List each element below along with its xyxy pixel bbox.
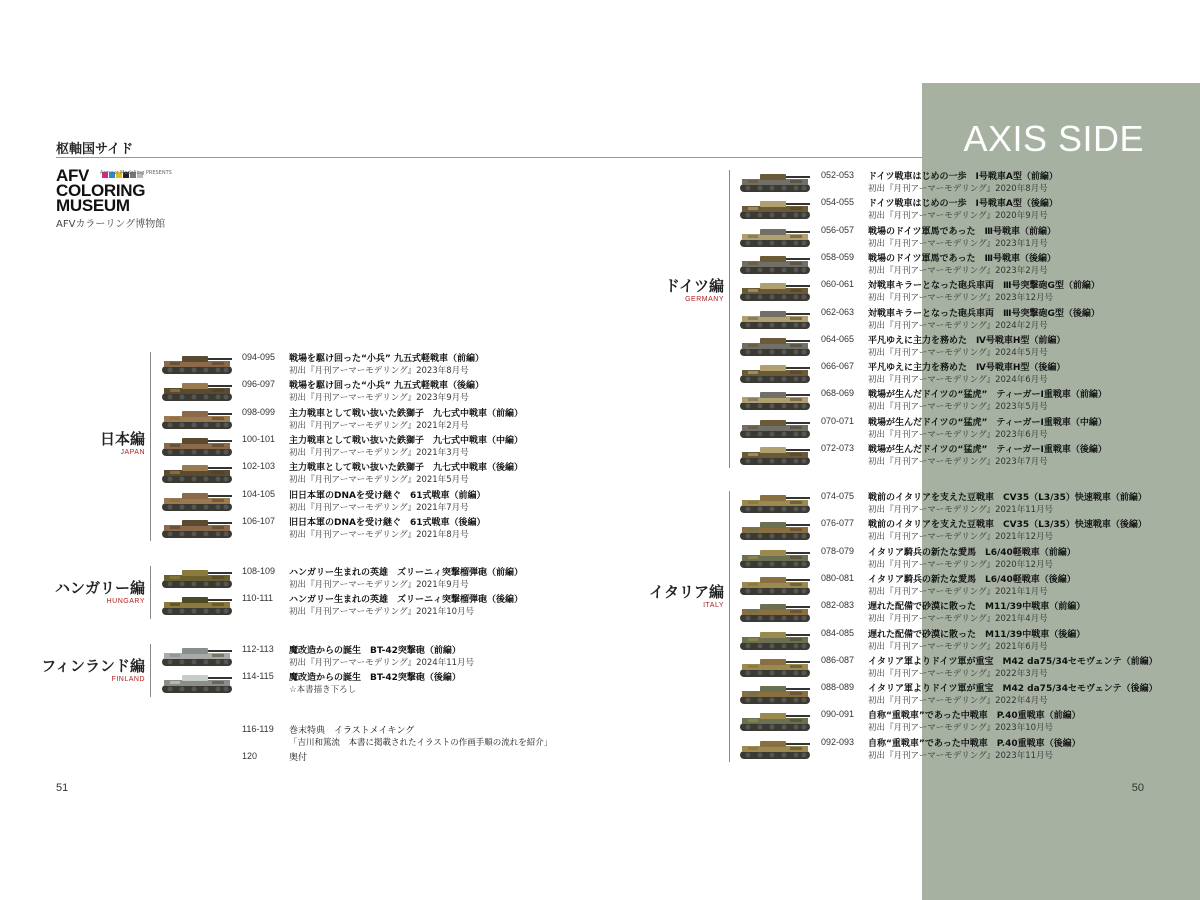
entry-source: 初出『月刊アーマーモデリング』2023年11月号 xyxy=(868,750,1054,761)
tank-illustration xyxy=(738,308,812,330)
entry-page-range: 114-115 xyxy=(242,671,274,682)
entry-title: 自称“重戦車”であった中戦車 P.40重戦車（後編） xyxy=(868,738,1081,749)
section-label-jp: ドイツ編 xyxy=(664,277,724,295)
entry-source: 初出『月刊アーマーモデリング』2023年2月号 xyxy=(868,265,1048,276)
tank-illustration xyxy=(160,408,234,430)
tank-illustration xyxy=(160,672,234,694)
tank-illustration xyxy=(160,380,234,402)
entry-title: 対戦車キラーとなった砲兵車両 Ⅲ号突撃砲G型（前編） xyxy=(868,281,1100,292)
header-rule xyxy=(56,157,922,158)
entry-page-range: 074-075 xyxy=(821,491,855,501)
entry-page-range: 052-053 xyxy=(821,170,855,180)
entry-source: 初出『月刊アーマーモデリング』2021年3月号 xyxy=(289,447,469,458)
entry-page-range: 062-063 xyxy=(821,306,855,317)
entry-page-range: 084-085 xyxy=(821,627,855,638)
entry-page-range: 096-097 xyxy=(242,379,276,390)
tank-illustration xyxy=(738,683,812,705)
tank-illustration xyxy=(738,574,812,596)
entry-title: 戦場を駆け回った“小兵” 九五式軽戦車（後編） xyxy=(289,381,484,392)
section-label-en: FINLAND xyxy=(111,676,145,683)
entry-page-range: 072-073 xyxy=(821,443,855,453)
tank-illustration xyxy=(738,417,812,439)
entry-title: ハンガリー生まれの英雄 ズリーニィ突撃榴弾砲（前編） xyxy=(289,568,524,578)
section-label-jp: ハンガリー編 xyxy=(54,579,145,597)
entry-title: ドイツ戦車はじめの一歩 Ⅰ号戦車A型（前編） xyxy=(868,172,1058,182)
entry-source: 初出『月刊アーマーモデリング』2023年9月号 xyxy=(289,393,469,404)
entry-title: 戦前のイタリアを支えた豆戦車 CV35（L3/35）快速戦車（後編） xyxy=(868,520,1147,531)
entry-source: 初出『月刊アーマーモデリング』2023年8月号 xyxy=(289,366,469,376)
entry-page-range: 078-079 xyxy=(821,545,855,556)
entry-source: 「吉川和篤流 本書に掲載されたイラストの作画手順の流れを紹介」 xyxy=(289,738,553,748)
entry-page-range: 088-089 xyxy=(821,682,855,693)
section-label xyxy=(55,577,145,605)
entry-source: 初出『月刊アーマーモデリング』2021年4月号 xyxy=(868,614,1048,625)
entry-source: 初出『月刊アーマーモデリング』2021年10月号 xyxy=(289,607,475,618)
entry-page-range: 094-095 xyxy=(242,352,276,362)
entry-title: 遅れた配備で砂漠に散った M11/39中戦車（後編） xyxy=(868,629,1086,640)
section-label-en: JAPAN xyxy=(120,449,145,456)
entry-page-range: 106-107 xyxy=(242,515,276,526)
section-label-jp: 日本編 xyxy=(99,430,145,448)
logo-presents: Armour Modelling PRESENTS xyxy=(100,170,172,176)
entry-title: 奥付 xyxy=(289,753,308,763)
entry-title: 主力戦車として戦い抜いた鉄獅子 九七式中戦車（中編） xyxy=(289,435,524,446)
entry-page-range: 102-103 xyxy=(242,461,276,472)
tank-illustration xyxy=(738,601,812,623)
entry-title: 戦場が生んだドイツの“猛虎” ティーガーⅠ重戦車（後編） xyxy=(868,445,1107,455)
tank-illustration xyxy=(160,435,234,457)
entry-source: 初出『月刊アーマーモデリング』2023年6月号 xyxy=(868,429,1048,440)
section-label-jp: イタリア編 xyxy=(648,583,724,601)
entry-source: 初出『月刊アーマーモデリング』2024年6月号 xyxy=(868,375,1048,386)
section-label xyxy=(41,655,145,683)
entry-source: 初出『月刊アーマーモデリング』2020年12月号 xyxy=(868,559,1054,570)
axis-side-title: AXIS SIDE xyxy=(963,118,1144,159)
tank-illustration xyxy=(738,629,812,651)
section-label xyxy=(665,275,724,303)
section-label-en: ITALY xyxy=(703,602,724,609)
entry-source: 初出『月刊アーマーモデリング』2022年4月号 xyxy=(868,696,1048,707)
tank-illustration xyxy=(738,547,812,569)
tank-illustration xyxy=(738,198,812,220)
entry-page-range: 080-081 xyxy=(821,572,855,583)
entry-title: 戦前のイタリアを支えた豆戦車 CV35（L3/35）快速戦車（前編） xyxy=(868,493,1147,503)
entry-source: 初出『月刊アーマーモデリング』2023年12月号 xyxy=(868,293,1054,304)
entry-page-range: 086-087 xyxy=(821,654,855,665)
entry-page-range: 060-061 xyxy=(821,279,855,290)
entry-title: 自称“重戦車”であった中戦車 P.40重戦車（前編） xyxy=(868,711,1081,722)
entry-source: 初出『月刊アーマーモデリング』2024年2月号 xyxy=(868,320,1048,331)
entry-source: 初出『月刊アーマーモデリング』2021年2月号 xyxy=(289,420,469,431)
entry-source: ☆本書描き下ろし xyxy=(289,685,357,696)
entry-title: ハンガリー生まれの英雄 ズリーニィ突撃榴弾砲（後編） xyxy=(289,595,524,606)
page-number-right: 50 xyxy=(1131,782,1144,794)
tank-illustration xyxy=(738,656,812,678)
logo-line1: AFV xyxy=(56,166,90,185)
section-vertical-rule xyxy=(729,491,730,762)
entry-title: 平凡ゆえに主力を務めた Ⅳ号戦車H型（前編） xyxy=(868,335,1066,346)
tank-illustration xyxy=(738,253,812,275)
entry-page-range: 068-069 xyxy=(821,388,855,399)
entry-title: 戦場が生んだドイツの“猛虎” ティーガーⅠ重戦車（中編） xyxy=(868,417,1107,428)
tank-illustration xyxy=(160,517,234,539)
entry-title: イタリア軍よりドイツ軍が重宝 M42 da75/34セモヴェンテ（前編） xyxy=(868,656,1158,667)
entry-source: 初出『月刊アーマーモデリング』2024年5月号 xyxy=(868,347,1048,358)
section-vertical-rule xyxy=(150,566,151,619)
entry-source: 初出『月刊アーマーモデリング』2021年8月号 xyxy=(289,529,469,540)
tank-illustration xyxy=(738,362,812,384)
entry-page-range: 098-099 xyxy=(242,406,276,417)
tank-illustration xyxy=(738,171,812,193)
entry-source: 初出『月刊アーマーモデリング』2024年11月号 xyxy=(289,658,475,668)
entry-title: 巻末特典 イラストメイキング xyxy=(289,726,415,736)
entry-page-range: 120 xyxy=(242,751,258,761)
entry-title: 旧日本軍のDNAを受け継ぐ 61式戦車（前編） xyxy=(289,490,486,501)
entry-title: ドイツ戦車はじめの一歩 Ⅰ号戦車A型（後編） xyxy=(868,199,1058,210)
entry-source: 初出『月刊アーマーモデリング』2023年1月号 xyxy=(868,238,1048,249)
entry-source: 初出『月刊アーマーモデリング』2023年7月号 xyxy=(868,457,1048,467)
tank-illustration xyxy=(738,710,812,732)
entry-title: 遅れた配備で砂漠に散った M11/39中戦車（前編） xyxy=(868,602,1086,613)
entry-page-range: 070-071 xyxy=(821,415,855,426)
tank-illustration xyxy=(738,280,812,302)
page-number-left: 51 xyxy=(56,782,69,794)
logo-subtitle: AFVカラーリング博物館 xyxy=(56,219,166,230)
entry-source: 初出『月刊アーマーモデリング』2020年9月号 xyxy=(868,211,1048,222)
tank-illustration xyxy=(738,444,812,466)
entry-page-range: 112-113 xyxy=(242,644,274,654)
tank-illustration xyxy=(160,567,234,589)
entry-title: 旧日本軍のDNAを受け継ぐ 61式戦車（後編） xyxy=(289,517,486,528)
entry-title: 魔改造からの誕生 BT-42突撃砲（前編） xyxy=(289,646,461,656)
tank-illustration xyxy=(160,353,234,375)
entry-page-range: 108-109 xyxy=(242,566,276,576)
entry-page-range: 058-059 xyxy=(821,251,855,262)
entry-source: 初出『月刊アーマーモデリング』2021年7月号 xyxy=(289,502,469,513)
section-label-jp: フィンランド編 xyxy=(41,657,145,675)
page-header-jp: 枢軸国サイド xyxy=(56,142,134,157)
entry-title: 戦場を駆け回った“小兵” 九五式軽戦車（前編） xyxy=(289,354,484,364)
entry-page-range: 064-065 xyxy=(821,333,855,344)
entry-page-range: 082-083 xyxy=(821,600,855,611)
logo-line2: COLORING xyxy=(56,181,146,200)
entry-page-range: 100-101 xyxy=(242,433,276,444)
entry-page-range: 110-111 xyxy=(242,593,274,604)
tank-illustration xyxy=(738,519,812,541)
tank-illustration xyxy=(160,645,234,667)
entry-source: 初出『月刊アーマーモデリング』2021年12月号 xyxy=(868,532,1054,543)
entry-page-range: 116-119 xyxy=(242,724,274,734)
entry-source: 初出『月刊アーマーモデリング』2021年11月号 xyxy=(868,505,1054,515)
entry-source: 初出『月刊アーマーモデリング』2023年5月号 xyxy=(868,402,1048,413)
tank-illustration xyxy=(160,462,234,484)
section-vertical-rule xyxy=(150,644,151,697)
entry-source: 初出『月刊アーマーモデリング』2021年6月号 xyxy=(868,641,1048,652)
entry-title: 戦場のドイツ軍馬であった Ⅲ号戦車（前編） xyxy=(868,226,1056,237)
entry-title: 対戦車キラーとなった砲兵車両 Ⅲ号突撃砲G型（後編） xyxy=(868,308,1100,319)
section-vertical-rule xyxy=(150,352,151,541)
entry-page-range: 054-055 xyxy=(821,197,855,208)
tank-illustration xyxy=(738,492,812,514)
tank-illustration xyxy=(160,490,234,512)
logo xyxy=(56,164,176,230)
section-vertical-rule xyxy=(729,170,730,468)
entry-title: 平凡ゆえに主力を務めた Ⅳ号戦車H型（後編） xyxy=(868,363,1066,374)
entry-source: 初出『月刊アーマーモデリング』2022年3月号 xyxy=(868,668,1048,679)
entry-source: 初出『月刊アーマーモデリング』2023年10月号 xyxy=(868,723,1054,734)
logo-line3: MUSEUM xyxy=(56,196,130,215)
section-label xyxy=(100,428,145,456)
entry-source: 初出『月刊アーマーモデリング』2021年9月号 xyxy=(289,580,469,590)
entry-page-range: 104-105 xyxy=(242,488,276,499)
section-label xyxy=(649,581,724,609)
entry-page-range: 056-057 xyxy=(821,224,855,235)
tank-illustration xyxy=(738,738,812,760)
tank-illustration xyxy=(160,594,234,616)
entry-page-range: 066-067 xyxy=(821,361,855,372)
entry-title: 戦場のドイツ軍馬であった Ⅲ号戦車（後編） xyxy=(868,253,1056,264)
tank-illustration xyxy=(738,335,812,357)
entry-source: 初出『月刊アーマーモデリング』2021年5月号 xyxy=(289,475,469,486)
entry-title: 魔改造からの誕生 BT-42突撃砲（後編） xyxy=(289,673,461,684)
entry-source: 初出『月刊アーマーモデリング』2020年8月号 xyxy=(868,184,1048,194)
entry-page-range: 090-091 xyxy=(821,709,855,720)
entry-title: イタリア軍よりドイツ軍が重宝 M42 da75/34セモヴェンテ（後編） xyxy=(868,684,1158,695)
section-label-en: HUNGARY xyxy=(106,598,145,605)
entry-title: 主力戦車として戦い抜いた鉄獅子 九七式中戦車（後編） xyxy=(289,463,524,474)
tank-illustration xyxy=(738,226,812,248)
entry-title: イタリア騎兵の新たな愛馬 L6/40軽戦車（後編） xyxy=(868,574,1076,585)
entry-title: イタリア騎兵の新たな愛馬 L6/40軽戦車（前編） xyxy=(868,547,1076,558)
entry-title: 主力戦車として戦い抜いた鉄獅子 九七式中戦車（前編） xyxy=(289,408,524,419)
entry-title: 戦場が生んだドイツの“猛虎” ティーガーⅠ重戦車（前編） xyxy=(868,390,1107,401)
section-label-en: GERMANY xyxy=(685,296,724,303)
entry-page-range: 076-077 xyxy=(821,518,855,529)
entry-source: 初出『月刊アーマーモデリング』2021年1月号 xyxy=(868,586,1048,597)
entry-page-range: 092-093 xyxy=(821,736,855,747)
tank-illustration xyxy=(738,389,812,411)
